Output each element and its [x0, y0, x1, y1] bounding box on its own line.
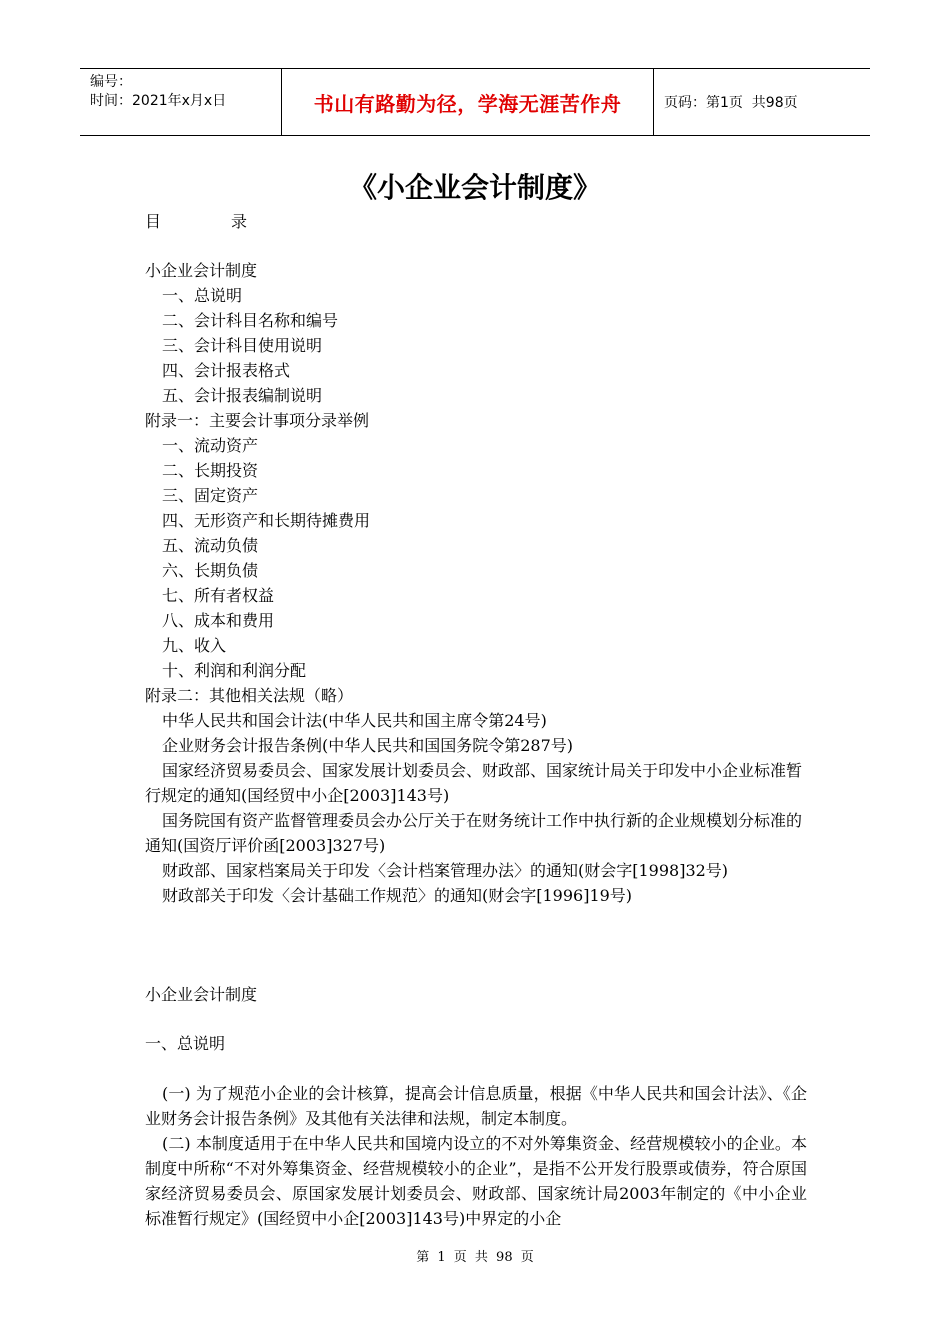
toc-item: 附录二：其他相关法规（略） — [145, 686, 354, 705]
time-label: 时间：2021年x月x日 — [90, 93, 227, 109]
toc-item: 二、长期投资 — [162, 461, 259, 480]
page-info: 页码：第1页 共98页 — [664, 95, 798, 111]
toc-item: 三、固定资产 — [162, 486, 259, 505]
toc-item: 一、总说明 — [162, 286, 243, 305]
toc-item: 七、所有者权益 — [162, 586, 275, 605]
section-title: 小企业会计制度 — [145, 985, 258, 1004]
page-footer: 第 1 页 共 98 页 — [416, 1250, 534, 1265]
toc-item: 二、会计科目名称和编号 — [162, 311, 339, 330]
toc-item: 企业财务会计报告条例(中华人民共和国国务院令第287号) — [162, 736, 574, 755]
toc-item: 财政部关于印发〈会计基础工作规范〉的通知(财会字[1996]19号) — [162, 886, 633, 905]
section-subtitle: 一、总说明 — [145, 1034, 226, 1053]
header-page-cell — [654, 69, 870, 135]
toc-item: 四、无形资产和长期待摊费用 — [162, 511, 371, 530]
toc-item: 八、成本和费用 — [162, 611, 275, 630]
toc-heading — [145, 209, 247, 234]
toc-item: 一、流动资产 — [162, 436, 259, 455]
toc-item: 财政部、国家档案局关于印发〈会计档案管理办法〉的通知(财会字[1998]32号) — [162, 861, 729, 880]
toc-item: 六、长期负债 — [162, 561, 259, 580]
toc-item: 国务院国有资产监督管理委员会办公厅关于在财务统计工作中执行新的企业规模划分标准的通知(国资厅评价函[2003]327号) — [145, 811, 803, 855]
table-of-contents — [145, 258, 815, 908]
header-meta-cell — [80, 69, 282, 135]
document-title: 《小企业会计制度》 — [348, 171, 601, 204]
header-motto-cell — [282, 69, 654, 135]
toc-item: 九、收入 — [162, 636, 227, 655]
number-label: 编号： — [90, 74, 132, 90]
toc-item: 小企业会计制度 — [145, 261, 258, 280]
toc-heading-right: 录 — [231, 212, 248, 231]
toc-heading-left: 目 — [145, 212, 162, 231]
toc-item: 国家经济贸易委员会、国家发展计划委员会、财政部、国家统计局关于印发中小企业标准暂行规定的通知(国经贸中小企[2003]143号) — [145, 761, 803, 805]
motto-text: 书山有路勤为径，学海无涯苦作舟 — [313, 91, 622, 116]
toc-item: 三、会计科目使用说明 — [162, 336, 323, 355]
paragraph-1: (一) 为了规范小企业的会计核算，提高会计信息质量，根据《中华人民共和国会计法》、《企业财务会计报告条例》及其他有关法律和法规，制定本制度。 — [145, 1084, 807, 1128]
toc-item: 附录一：主要会计事项分录举例 — [145, 411, 370, 430]
paragraph-2: (二) 本制度适用于在中华人民共和国境内设立的不对外筹集资金、经营规模较小的企业。本制度中所称“不对外筹集资金、经营规模较小的企业”，是指不公开发行股票或债券，符合原国家经济贸易委员会、原国家发展计划委员会、财政部、国家统计局2003年制定的《中小企业标准暂行规定》(国经贸中小企[2003]143号)中界定的小企 — [145, 1134, 807, 1228]
toc-item: 五、流动负债 — [162, 536, 259, 555]
toc-item: 中华人民共和国会计法(中华人民共和国主席令第24号) — [162, 711, 547, 730]
document-header — [80, 68, 870, 136]
toc-item: 四、会计报表格式 — [162, 361, 291, 380]
toc-item: 五、会计报表编制说明 — [162, 386, 323, 405]
toc-item: 十、利润和利润分配 — [162, 661, 307, 680]
